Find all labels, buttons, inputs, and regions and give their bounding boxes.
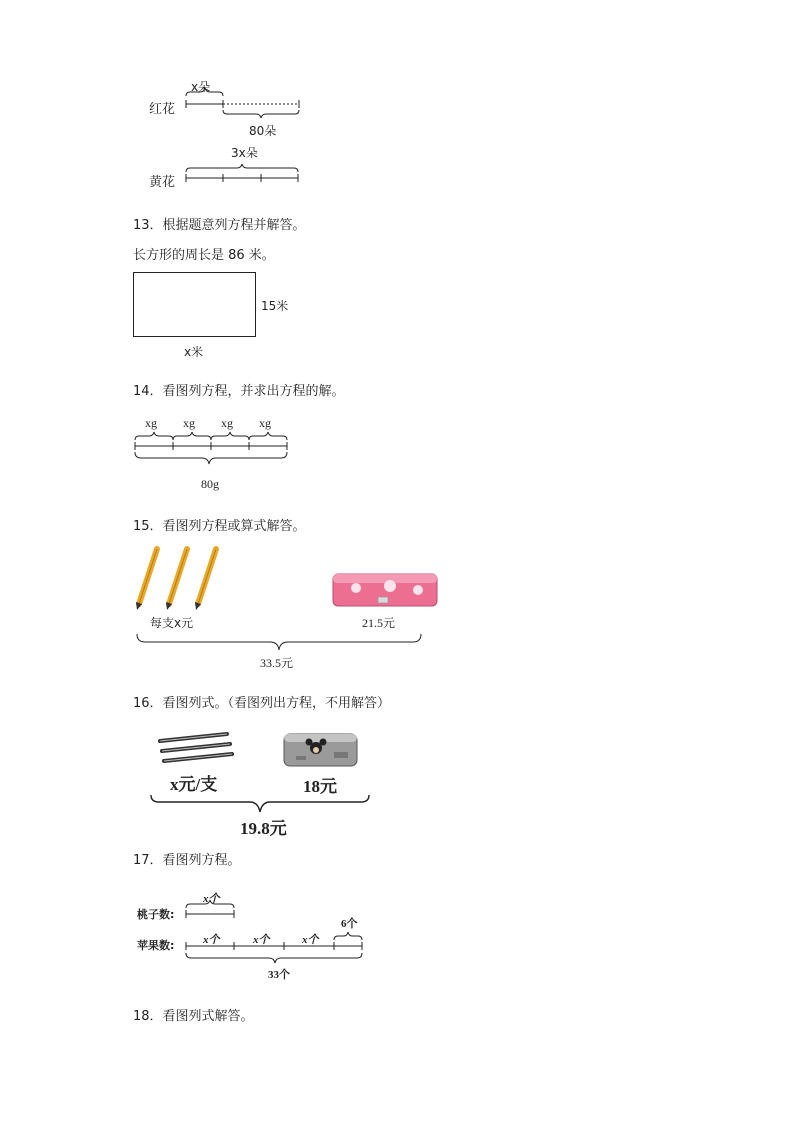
apple-part-2: x个 [253,934,270,946]
q14-part-3: xg [221,416,233,430]
pencil-price-label: 每支x元 [150,616,194,630]
apple-extra-label: 6个 [341,918,358,930]
extra-80-label: 80朵 [249,124,277,138]
pen-price-label: x元/支 [170,775,218,794]
apple-label: 苹果数: [137,939,175,952]
question-17: 17．看图列方程。 [133,853,241,868]
question-16: 16．看图列式。（看图列出方程，不用解答） [133,696,391,711]
yellow-total-label: 3x朵 [231,146,258,160]
peach-label: 桃子数: [137,908,175,921]
q14-part-1: xg [145,416,157,430]
pencil-case-price-label: 18元 [303,777,337,796]
apple-part-3: x个 [302,934,319,946]
peach-x-label: x个 [203,893,220,905]
red-x-label: x朵 [191,80,211,94]
rect-side-label: 15米 [261,299,289,313]
yellow-flower-label: 黄花 [149,175,176,190]
q17-total: 33个 [268,969,290,981]
question-14: 14．看图列方程，并求出方程的解。 [133,384,345,399]
pencil-box-price-label: 21.5元 [362,616,396,630]
q14-total: 80g [201,477,219,491]
rect-bottom-label: x米 [184,345,204,359]
question-15: 15．看图列方程或算式解答。 [133,519,306,534]
q15-total: 33.5元 [260,656,294,670]
apple-part-1: x个 [203,934,220,946]
question-13: 13．根据题意列方程并解答。 [133,218,306,233]
red-flower-label: 红花 [149,102,176,117]
q14-part-2: xg [183,416,195,430]
q14-part-4: xg [259,416,271,430]
q13-text: 长方形的周长是 86 米。 [133,248,275,263]
q16-total: 19.8元 [240,819,287,838]
question-18: 18．看图列式解答。 [133,1009,254,1024]
